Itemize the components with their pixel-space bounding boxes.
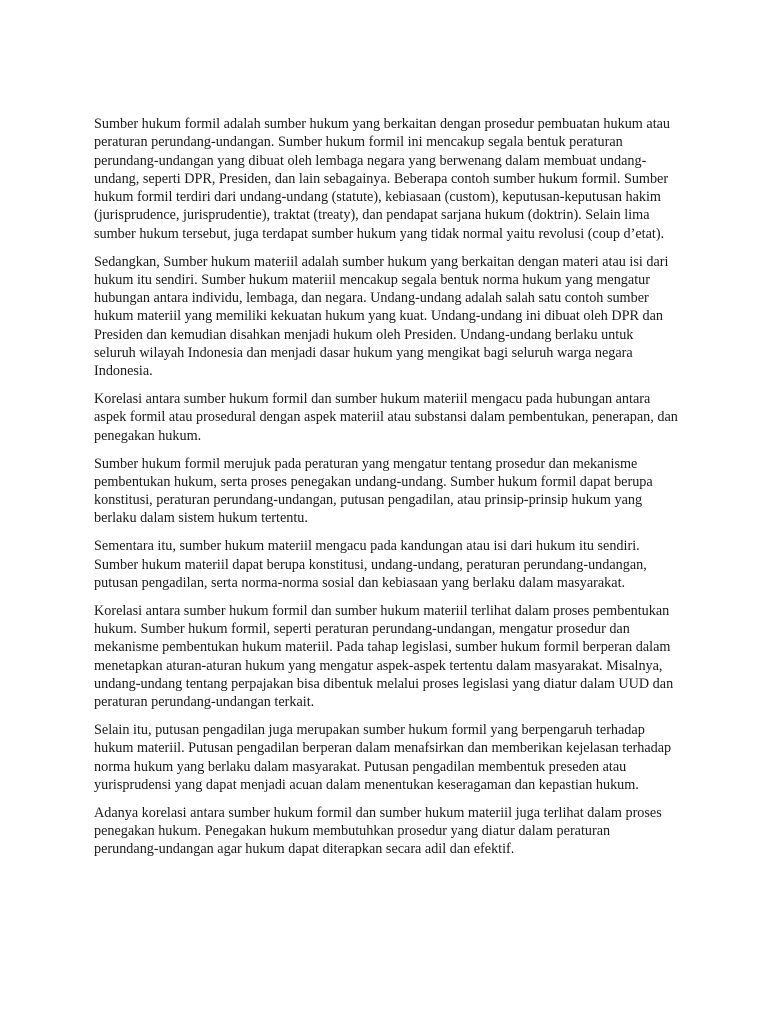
paragraph-materiil-definition: Sedangkan, Sumber hukum materiil adalah sumber hukum yang berkaitan dengan materi atau isi dari hukum itu sendiri. Sumber hukum materiil mencakup segala bentuk norma hukum yang mengatur hubungan antara individu, lembaga, dan negara. Undang-undang adalah salah satu contoh sumber hukum materiil yang memiliki kekuatan hukum yang kuat. Undang-undang ini dibuat oleh DPR dan Presiden dan kemudian disahkan menjadi hukum oleh Presiden. Undang-undang berlaku untuk seluruh wilayah Indonesia dan menjadi dasar hukum yang mengikat bagi seluruh warga negara Indonesia. bbox=[94, 253, 669, 380]
paragraph-materiil-reference: Sementara itu, sumber hukum materiil mengacu pada kandungan atau isi dari hukum itu sendiri. Sumber hukum materiil dapat berupa konstitusi, undang-undang, peraturan perundang-undangan, putusan pengadilan, serta norma-norma sosial dan kebiasaan yang berlaku dalam masyarakat. bbox=[94, 538, 647, 591]
paragraph-formil-definition: Sumber hukum formil adalah sumber hukum yang berkaitan dengan prosedur pembuatan hukum atau peraturan perundang-undangan. Sumber hukum formil ini mencakup segala bentuk peraturan perundang-undangan yang dibuat oleh lembaga negara yang berwenang dalam membuat undang-undang, seperti DPR, Presiden, dan lain sebagainya. Beberapa contoh sumber hukum formil. Sumber hukum formil terdiri dari undang-undang (statute), kebiasaan (custom), keputusan-keputusan hakim (jurisprudence, jurisprudentie), traktat (treaty), dan pendapat sarjana hukum (doktrin). Selain lima sumber hukum tersebut, juga terdapat sumber hukum yang tidak normal yaitu revolusi (coup d’etat). bbox=[94, 116, 671, 242]
paragraph-formil-reference: Sumber hukum formil merujuk pada peraturan yang mengatur tentang prosedur dan mekanisme pembentukan hukum, serta proses penegakan undang-undang. Sumber hukum formil dapat berupa konstitusi, peraturan perundang-undangan, putusan pengadilan, atau prinsip-prinsip hukum yang berlaku dalam sistem hukum tertentu. bbox=[94, 455, 653, 527]
paragraph-court-decisions: Selain itu, putusan pengadilan juga merupakan sumber hukum formil yang berpengaruh terhadap hukum materiil. Putusan pengadilan berperan dalam menafsirkan dan memberikan kejelasan terhadap norma hukum yang berlaku dalam masyarakat. Putusan pengadilan membentuk preseden atau yurisprudensi yang dapat menjadi acuan dalam menentukan keseragaman dan kepastian hukum. bbox=[94, 721, 672, 793]
paragraph-correlation-enforcement: Adanya korelasi antara sumber hukum formil dan sumber hukum materiil juga terlihat dalam proses penegakan hukum. Penegakan hukum membutuhkan prosedur yang diatur dalam peraturan perundang-undangan agar hukum dapat diterapkan secara adil dan efektif. bbox=[94, 804, 662, 858]
document-body bbox=[94, 115, 678, 868]
paragraph-correlation-intro: Korelasi antara sumber hukum formil dan sumber hukum materiil mengacu pada hubungan antara aspek formil atau prosedural dengan aspek materiil atau substansi dalam pembentukan, penerapan, dan penegakan hukum. bbox=[94, 391, 678, 444]
paragraph-correlation-formation: Korelasi antara sumber hukum formil dan sumber hukum materiil terlihat dalam proses pembentukan hukum. Sumber hukum formil, seperti peraturan perundang-undangan, mengatur prosedur dan mekanisme pembentukan hukum materiil. Pada tahap legislasi, sumber hukum formil berperan dalam menetapkan aturan-aturan hukum yang mengatur aspek-aspek tertentu dalam masyarakat. Misalnya, undang-undang tentang perpajakan bisa dibentuk melalui proses legislasi yang diatur dalam UUD dan peraturan perundang-undangan terkait. bbox=[94, 602, 674, 711]
